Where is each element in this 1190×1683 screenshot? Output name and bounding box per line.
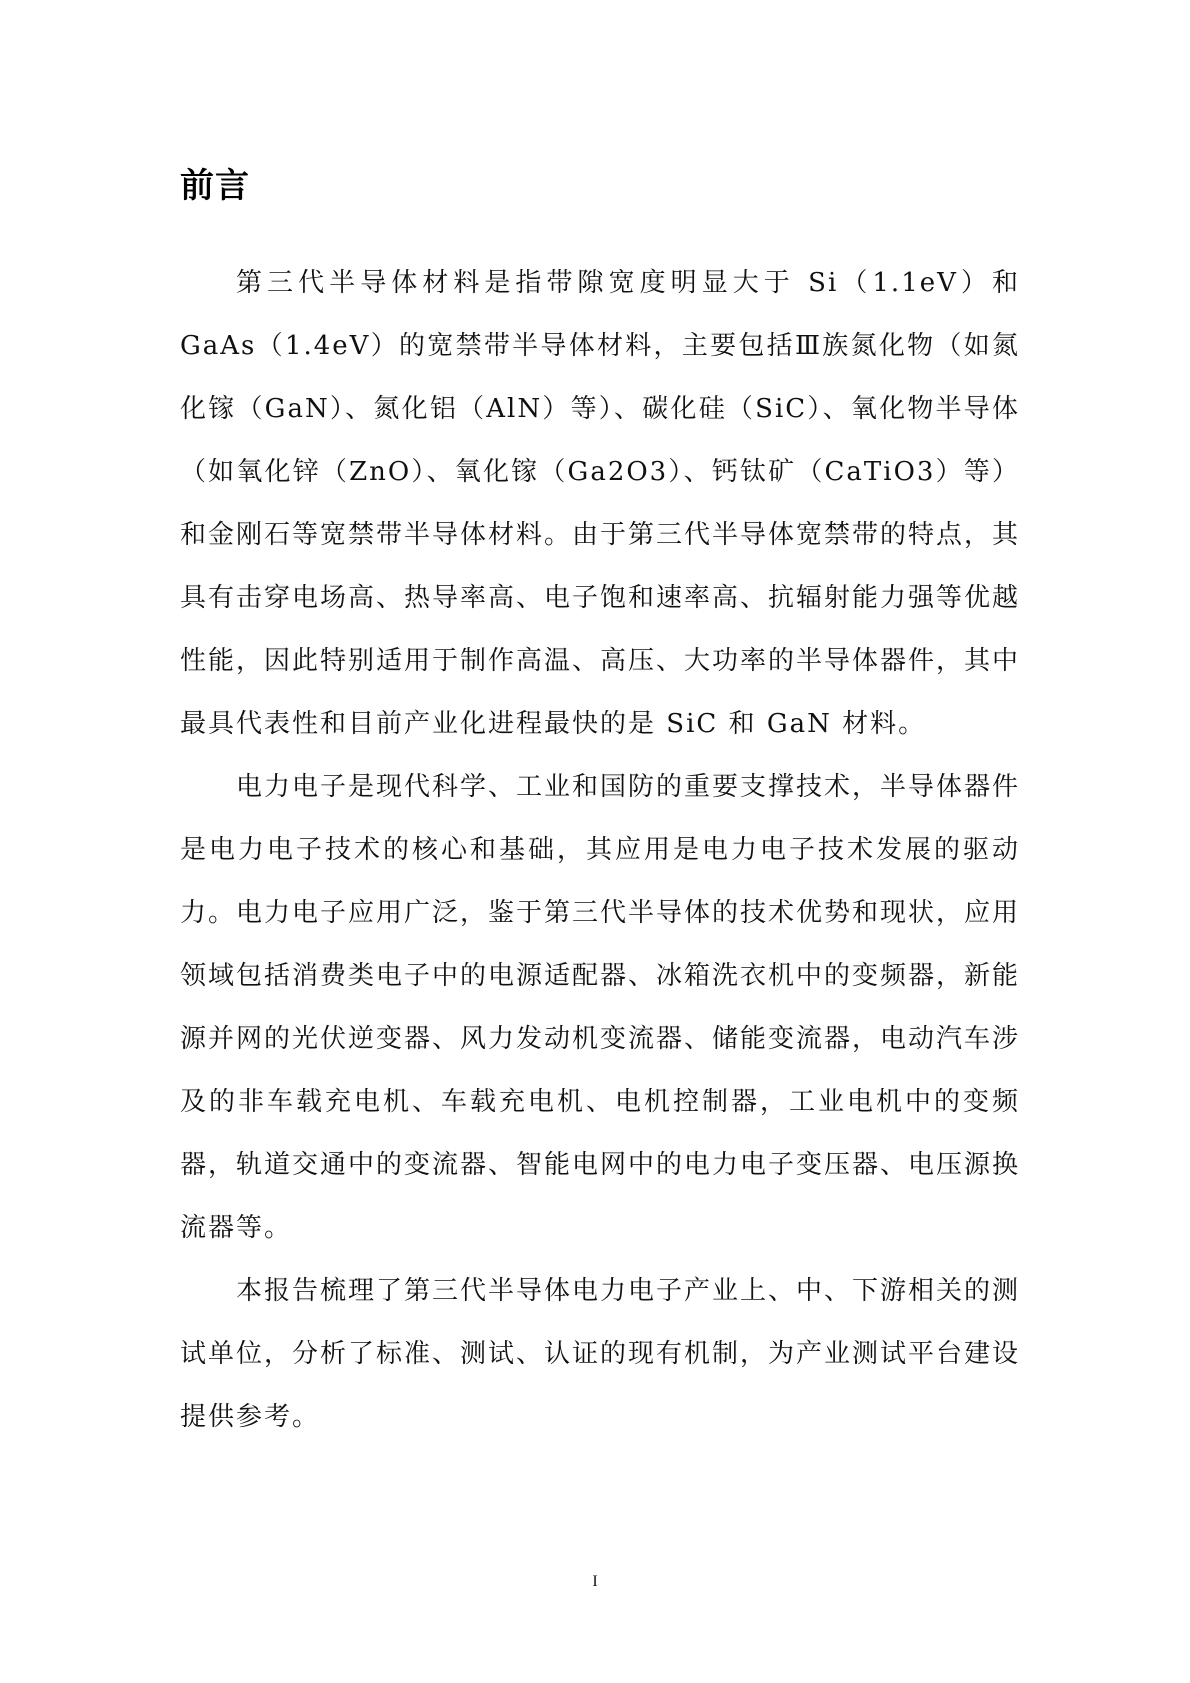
paragraph-wide-bandgap-materials: 第三代半导体材料是指带隙宽度明显大于 Si（1.1eV）和 GaAs（1.4eV）的宽禁带半导体材料，主要包括Ⅲ族氮化物（如氮化镓（GaN）、氮化铝（AlN）等）、碳化硅（SiC）、氧化物半导体（如氧化锌（ZnO）、氧化镓（Ga2O3）、钙钛矿（CaTiO3）等）和金刚石等宽禁带半导体材料。由于第三代半导体宽禁带的特点，其具有击穿电场高、热导率高、电子饱和速率高、抗辐射能力强等优越性能，因此特别适用于制作高温、高压、大功率的半导体器件，其中最具代表性和目前产业化进程最快的是 SiC 和 GaN 材料。 [180,268,1021,739]
body-text [180,252,1020,1449]
section-heading: 前言 [180,166,250,206]
paragraph-report-scope: 本报告梳理了第三代半导体电力电子产业上、中、下游相关的测试单位，分析了标准、测试、认证的现有机制，为产业测试平台建设提供参考。 [180,1276,1021,1432]
paragraph-power-electronics: 电力电子是现代科学、工业和国防的重要支撑技术，半导体器件是电力电子技术的核心和基础，其应用是电力电子技术发展的驱动力。电力电子应用广泛，鉴于第三代半导体的技术优势和现状，应用领域包括消费类电子中的电源适配器、冰箱洗衣机中的变频器，新能源并网的光伏逆变器、风力发动机变流器、储能变流器，电动汽车涉及的非车载充电机、车载充电机、电机控制器，工业电机中的变频器，轨道交通中的变流器、智能电网中的电力电子变压器、电压源换流器等。 [180,772,1021,1243]
page-number: I [592,1573,598,1590]
